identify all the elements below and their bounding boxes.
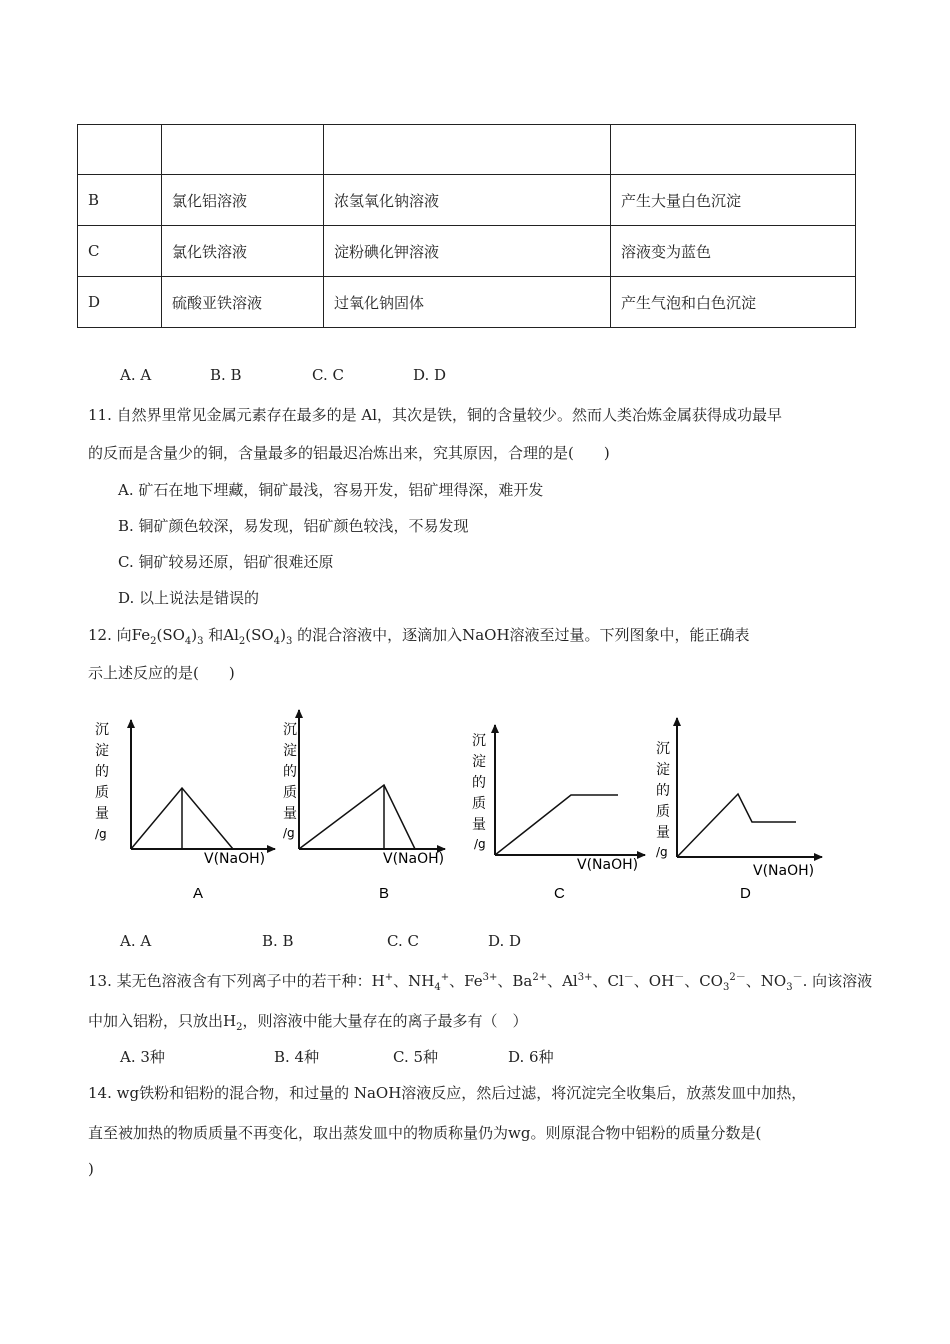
y-label-char: 量: [283, 806, 297, 822]
y-label-char: 质: [656, 804, 670, 820]
table-cell: D: [78, 277, 162, 328]
q12-option-d: D. D: [488, 932, 522, 950]
ion: $NO_3^-$: [760, 972, 803, 993]
y-label-char: 量: [472, 817, 486, 833]
q13-stem-line2: [88, 1010, 527, 1033]
y-label-char: 量: [95, 806, 109, 822]
q14-stem-line2: 直至被加热的物质质量不再变化，取出蒸发皿中的物质称量仍为wg。则原混合物中铝粉的质量分数是(: [88, 1124, 762, 1142]
q14-stem-line3: ): [88, 1160, 94, 1178]
q13-option-d: D. 6种: [508, 1048, 554, 1066]
q12-text: ): [191, 626, 198, 644]
table-cell: 淀粉碘化钾溶液: [324, 226, 611, 277]
q12-text: (SO: [156, 626, 185, 644]
ion-list: H+、$NH_4^+$、$Fe^{3+}$、$Ba^{2+}$、$Al^{3+}$、Cl－、OH－、$CO_3^{2-}$、$NO_3^-$: [371, 972, 803, 993]
y-label-char: 沉: [656, 741, 670, 757]
q12-stem-line1: [88, 624, 750, 647]
q12-sub: 4: [273, 636, 281, 647]
y-label-char: 质: [95, 785, 109, 801]
y-label: [283, 722, 297, 840]
y-label: [95, 722, 109, 841]
q12-option-b: B. B: [262, 932, 294, 950]
q12-text: ): [280, 626, 286, 644]
ion: $NH_4^+$: [408, 972, 450, 993]
y-label-unit: /g: [656, 845, 668, 859]
y-label-char: 淀: [656, 762, 670, 778]
q10-option-d: D. D: [413, 366, 447, 384]
y-label-char: 淀: [472, 754, 486, 770]
q12-text: 12. 向Fe: [88, 626, 151, 644]
table-cell: 硫酸亚铁溶液: [162, 277, 324, 328]
table-cell: C: [78, 226, 162, 277]
q11-option-a: A. 矿石在地下埋藏，铜矿最浅，容易开发，铝矿埋得深，难开发: [118, 481, 544, 499]
table-cell: 浓氢氧化钠溶液: [324, 175, 611, 226]
table-cell: 溶液变为蓝色: [611, 226, 856, 277]
q13-option-a: A. 3种: [120, 1048, 165, 1066]
table-row: [78, 277, 856, 328]
q12-text: 的混合溶液中，逐滴加入NaOH溶液至过量。下列图象中，能正确表: [292, 626, 750, 644]
table-cell: 氯化铁溶液: [162, 226, 324, 277]
y-label: [656, 741, 670, 859]
y-label-char: 质: [472, 796, 486, 812]
ion: $Fe^{3+}$: [464, 972, 498, 990]
q11-option-b: B. 铜矿颜色较深，易发现，铝矿颜色较浅，不易发现: [118, 517, 469, 535]
q10-option-b: B. B: [210, 366, 242, 384]
ion: $Al^{3+}$: [562, 972, 593, 990]
table-cell: [324, 125, 611, 175]
q12-text: 和Al: [203, 626, 239, 644]
graph-a-caption: A: [193, 885, 204, 902]
q13-text: ，则溶液中能大量存在的离子最多有（ ）: [242, 1012, 528, 1030]
q12-option-c: C. C: [387, 932, 419, 950]
q12-sub: 2: [150, 636, 157, 647]
y-label-char: 的: [656, 783, 670, 799]
table-cell: [78, 125, 162, 175]
table-row: [78, 226, 856, 277]
q11-stem-line2: 的反而是含量少的铜，含量最多的铝最迟冶炼出来，究其原因，合理的是( ): [88, 444, 610, 462]
q13-text: 13. 某无色溶液含有下列离子中的若干种：: [88, 972, 372, 990]
ion: $Ba^{2+}$: [512, 972, 548, 990]
q12-stem-line2: 示上述反应的是( ): [88, 664, 235, 682]
table-cell: 氯化铝溶液: [162, 175, 324, 226]
table-row: [78, 125, 856, 175]
table-cell: [611, 125, 856, 175]
ion: H+: [371, 972, 394, 990]
graph-d-caption: D: [740, 885, 751, 902]
table-cell: 过氧化钠固体: [324, 277, 611, 328]
table-row: [78, 175, 856, 226]
y-label-char: 量: [656, 825, 670, 841]
table-cell: 产生气泡和白色沉淀: [611, 277, 856, 328]
q10-option-a: A. A: [120, 366, 152, 384]
y-label-char: 的: [95, 764, 109, 780]
graph-c-caption: C: [554, 885, 565, 902]
graph-d: [656, 718, 822, 902]
x-label: V(NaOH): [204, 851, 266, 867]
q12-text: (SO: [245, 626, 274, 644]
q13-option-b: B. 4种: [274, 1048, 320, 1066]
q14-stem-line1: 14. wg铁粉和铝粉的混合物，和过量的 NaOH溶液反应，然后过滤，将沉淀完全收集后，放蒸发皿中加热，: [88, 1084, 807, 1102]
table-cell: B: [78, 175, 162, 226]
q13-sub: 2: [236, 1022, 243, 1033]
y-label-char: 淀: [95, 743, 109, 759]
q12-sub: 3: [285, 636, 293, 647]
y-label-char: 的: [472, 775, 486, 791]
y-label-char: 沉: [283, 722, 297, 738]
ion: Cl－: [607, 972, 634, 990]
ion: OH－: [648, 972, 685, 990]
q11-stem-line1: 11. 自然界里常见金属元素存在最多的是 Al，其次是铁，铜的含量较少。然而人类冶炼金属获得成功最早: [88, 406, 783, 424]
y-label-char: 淀: [283, 743, 297, 759]
graph-c: [472, 725, 645, 902]
graph-b-caption: B: [379, 885, 390, 902]
x-label: V(NaOH): [753, 863, 815, 879]
q12-sub: 2: [238, 636, 246, 647]
q11-option-d: D. 以上说法是错误的: [118, 589, 260, 607]
graph-c-curve: [495, 795, 618, 855]
table-cell: 产生大量白色沉淀: [611, 175, 856, 226]
q12-sub: 4: [184, 636, 192, 647]
q12-sub: 3: [197, 636, 204, 647]
table-cell: [162, 125, 324, 175]
ion: $CO_3^{2-}$: [699, 972, 746, 993]
q12-option-a: A. A: [120, 932, 152, 950]
options-table: [77, 124, 856, 328]
graph-b: [283, 710, 445, 902]
x-label: V(NaOH): [577, 857, 639, 873]
q10-option-c: C. C: [312, 366, 344, 384]
q13-text: . 向该溶液: [802, 972, 873, 990]
y-label-char: 质: [283, 785, 297, 801]
q13-option-c: C. 5种: [393, 1048, 439, 1066]
q13-stem-line1: [88, 968, 872, 993]
y-label-char: 沉: [472, 733, 486, 749]
y-label-unit: /g: [95, 827, 107, 841]
y-label-char: 的: [283, 764, 297, 780]
x-label: V(NaOH): [383, 851, 445, 867]
graph-a: [95, 720, 275, 902]
q13-text: 中加入铝粉，只放出H: [88, 1012, 237, 1030]
q11-option-c: C. 铜矿较易还原，铝矿很难还原: [118, 553, 334, 571]
graph-d-curve: [677, 794, 796, 857]
y-label-unit: /g: [283, 826, 295, 840]
y-label-char: 沉: [95, 722, 109, 738]
y-label-unit: /g: [474, 837, 486, 851]
q12-graphs: [0, 700, 950, 910]
y-label: [472, 733, 486, 851]
graph-b-curve: [299, 785, 415, 849]
